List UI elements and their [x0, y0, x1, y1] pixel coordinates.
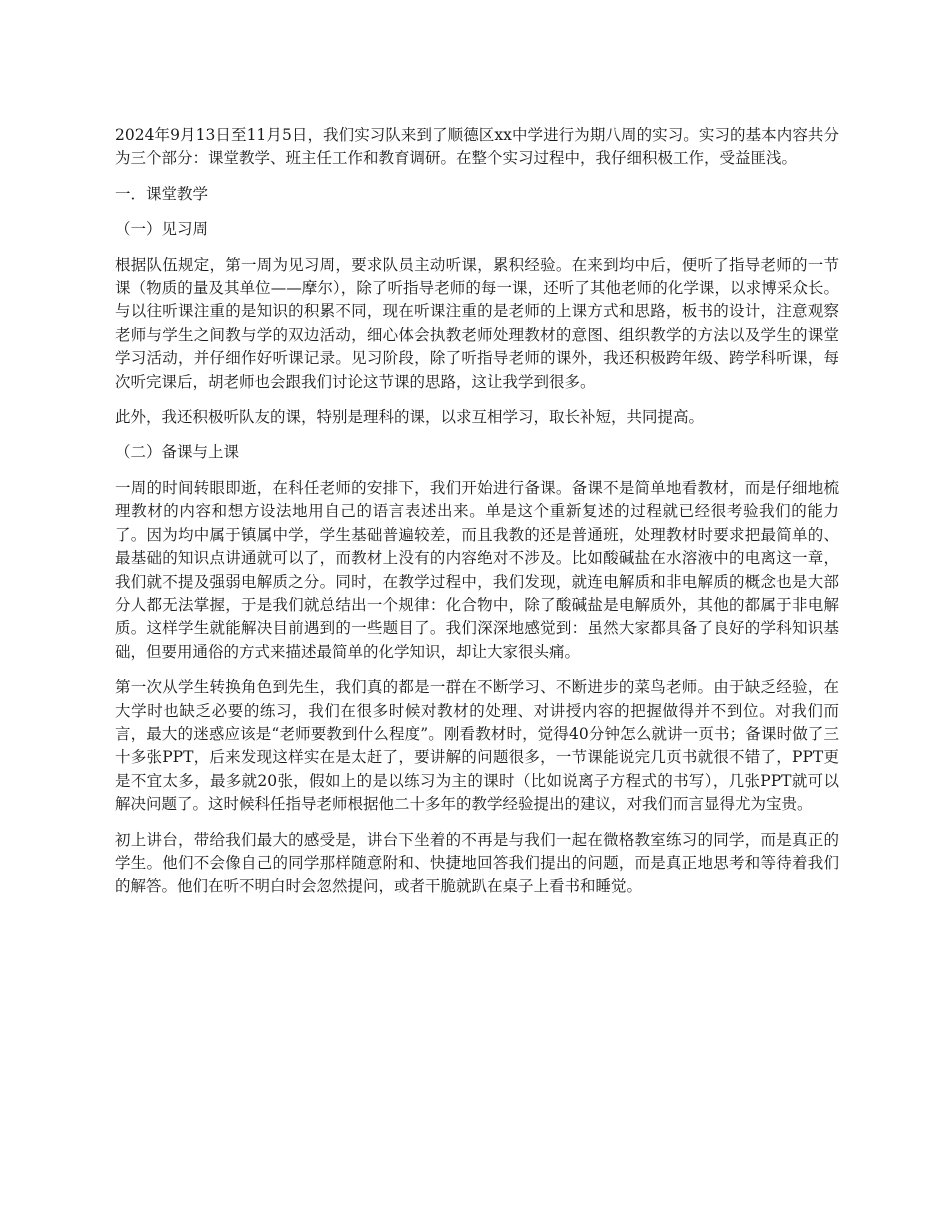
document-page: [115, 124, 839, 911]
first-class-paragraph: 初上讲台，带给我们最大的感受是，讲台下坐着的不再是与我们一起在微格教室练习的同学，而是真正的学生。他们不会像自己的同学那样随意附和、快捷地回答我们提出的问题，而是真正地思考和等待着我们的解答。他们在听不明白时会忽然提问，或者干脆就趴在桌子上看书和睡觉。: [115, 830, 839, 896]
observation-week-paragraph: 根据队伍规定，第一周为见习周，要求队员主动听课，累积经验。在来到均中后，便听了指导老师的一节课（物质的量及其单位——摩尔），除了听指导老师的每一课，还听了其他老师的化学课，以求博采众长。与以往听课注重的是知识的积累不同，现在听课注重的是老师的上课方式和思路，板书的设计，注意观察老师与学生之间教与学的双边活动，细心体会执教老师处理教材的意图、组织教学的方法以及学生的课堂学习活动，并仔细作好听课记录。见习阶段，除了听指导老师的课外，我还积极跨年级、跨学科听课，每次听完课后，胡老师也会跟我们讨论这节课的思路，这让我学到很多。: [115, 255, 839, 391]
section-heading-classroom-teaching: 一．课堂教学: [115, 184, 209, 203]
lesson-prep-paragraph: 一周的时间转眼即逝，在科任老师的安排下，我们开始进行备课。备课不是简单地看教材，而是仔细地梳理教材的内容和想方设法地用自己的语言表述出来。单是这个重新复述的过程就已经很考验我们的能力了。因为均中属于镇属中学，学生基础普遍较差，而且我教的还是普通班，处理教材时要求把最简单的、最基础的知识点讲通就可以了，而教材上没有的内容绝对不涉及。比如酸碱盐在水溶液中的电离这一章，我们就不提及强弱电解质之分。同时，在教学过程中，我们发现，就连电解质和非电解质的概念也是大部分人都无法掌握，于是我们就总结出一个规律：化合物中，除了酸碱盐是电解质外，其他的都属于非电解质。这样学生就能解决目前遇到的一些题目了。我们深深地感觉到：虽然大家都具备了良好的学科知识基础，但要用通俗的方式来描述最简单的化学知识，却让大家很头痛。: [115, 478, 839, 661]
role-change-paragraph: 第一次从学生转换角色到先生，我们真的都是一群在不断学习、不断进步的菜鸟老师。由于缺乏经验，在大学时也缺乏必要的练习，我们在很多时候对教材的处理、对讲授内容的把握做得并不到位。对我们而言，最大的迷惑应该是“老师要教到什么程度”。刚看教材时，觉得40分钟怎么就讲一页书；备课时做了三十多张PPT，后来发现这样实在是太赶了，要讲解的问题很多，一节课能说完几页书就很不错了，PPT更是不宜太多，最多就20张，假如上的是以练习为主的课时（比如说离子方程式的书写），几张PPT就可以解决问题了。这时候科任指导老师根据他二十多年的教学经验提出的建议，对我们而言显得尤为宝贵。: [115, 678, 839, 814]
intro-paragraph: 2024年9月13日至11月5日，我们实习队来到了顺德区xx中学进行为期八周的实习。实习的基本内容共分为三个部分：课堂教学、班主任工作和教育调研。在整个实习过程中，我仔细积极工作，受益匪浅。: [115, 126, 839, 168]
subsection-heading-lesson-prep: （二）备课与上课: [115, 443, 240, 462]
subsection-heading-observation-week: （一）见习周: [115, 220, 209, 239]
peer-observation-paragraph: 此外，我还积极听队友的课，特别是理科的课，以求互相学习，取长补短，共同提高。: [115, 408, 705, 427]
